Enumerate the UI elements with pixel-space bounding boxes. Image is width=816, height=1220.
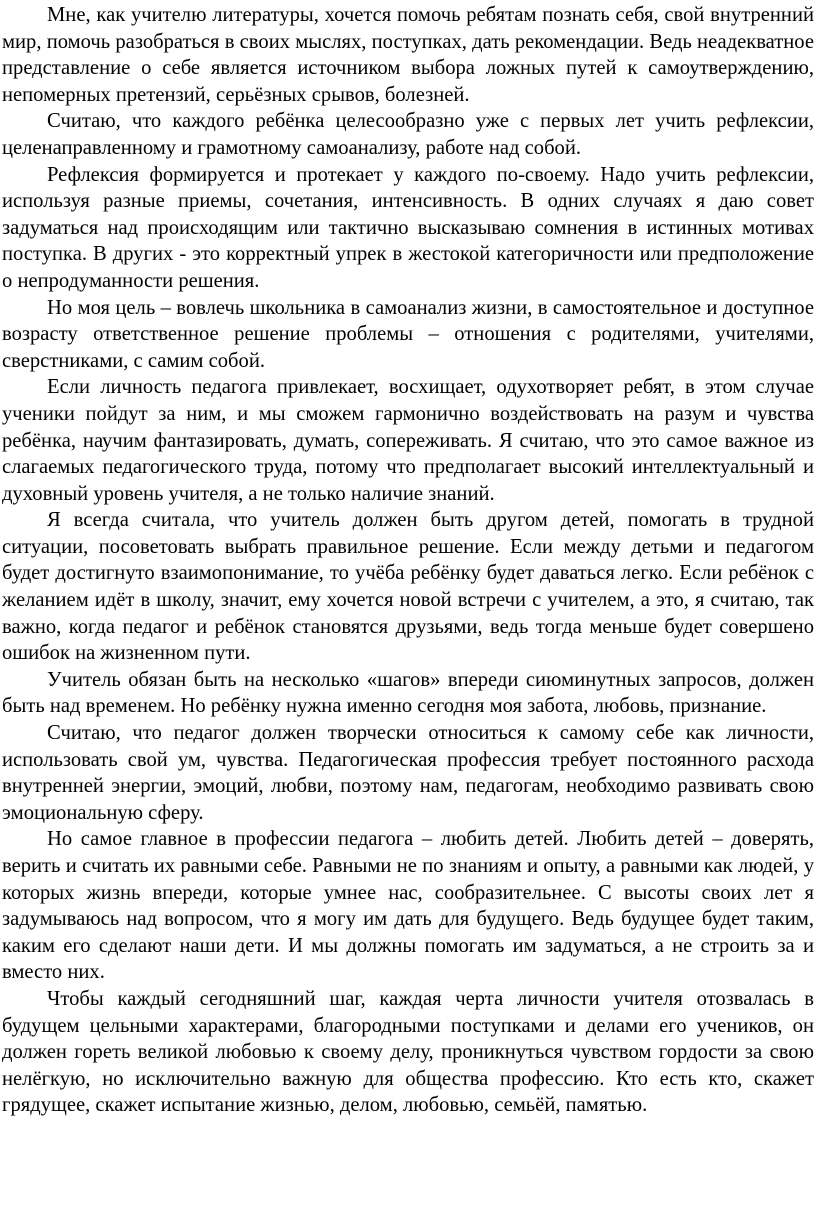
- document-page: [2, 2, 814, 1119]
- paragraph-5: Если личность педагога привлекает, восхищает, одухотворяет ребят, в этом случае ученики пойдут за ним, и мы сможем гармонично воздействовать на разум и чувства ребёнка, научим фантазировать, думать, сопереживать. Я считаю, что это самое важное из слагаемых педагогического труда, потому что предполагает высокий интеллектуальный и духовный уровень учителя, а не только наличие знаний.: [2, 376, 814, 505]
- paragraph-7: Учитель обязан быть на несколько «шагов» впереди сиюминутных запросов, должен быть над временем. Но ребёнку нужна именно сегодня моя забота, любовь, признание.: [2, 668, 814, 718]
- paragraph-6: Я всегда считала, что учитель должен быть другом детей, помогать в трудной ситуации, посоветовать выбрать правильное решение. Если между детьми и педагогом будет достигнуто взаимопонимание, то учёба ребёнку будет даваться легко. Если ребёнок с желанием идёт в школу, значит, ему хочется новой встречи с учителем, а это, я считаю, так важно, когда педагог и ребёнок становятся друзьями, ведь тогда меньше будет совершено ошибок на жизненном пути.: [2, 509, 814, 665]
- paragraph-10: Чтобы каждый сегодняшний шаг, каждая черта личности учителя отозвалась в будущем цельными характерами, благородными поступками и делами его учеников, он должен гореть великой любовью к своему делу, проникнуться чувством гордости за свою нелёгкую, но исключительно важную для общества профессию. Кто есть кто, скажет грядущее, скажет испытание жизнью, делом, любовью, семьёй, памятью.: [2, 987, 814, 1117]
- paragraph-2: Считаю, что каждого ребёнка целесообразно уже с первых лет учить рефлексии, целенаправленному и грамотному самоанализу, работе над собой.: [2, 110, 814, 159]
- paragraph-3: Рефлексия формируется и протекает у каждого по-своему. Надо учить рефлексии, используя разные приемы, сочетания, интенсивность. В одних случаях я даю совет задуматься над происходящим или тактично высказываю сомнения в истинных мотивах поступка. В других - это корректный упрек в жестокой категоричности или предположение о непродуманности решения.: [2, 163, 814, 292]
- paragraph-1: Мне, как учителю литературы, хочется помочь ребятам познать себя, свой внутренний мир, помочь разобраться в своих мыслях, поступках, дать рекомендации. Ведь неадекватное представление о себе является источником выбора ложных путей к самоутверждению, непомерных претензий, серьёзных срывов, болезней.: [2, 4, 814, 106]
- paragraph-9: Но самое главное в профессии педагога – любить детей. Любить детей – доверять, верить и считать их равными себе. Равными не по знаниям и опыту, а равными как людей, у которых жизнь впереди, которые умнее нас, сообразительнее. С высоты своих лет я задумываюсь над вопросом, что я могу им дать для будущего. Ведь будущее будет таким, каким его сделают наши дети. И мы должны помогать им задуматься, а не строить за и вместо них.: [2, 828, 814, 984]
- paragraph-8: Считаю, что педагог должен творчески относиться к самому себе как личности, использовать свой ум, чувства. Педагогическая профессия требует постоянного расхода внутренней энергии, эмоций, любви, поэтому нам, педагогам, необходимо развивать свою эмоциональную сферу.: [2, 722, 814, 824]
- paragraph-4: Но моя цель – вовлечь школьника в самоанализ жизни, в самостоятельное и доступное возрасту ответственное решение проблемы – отношения с родителями, учителями, сверстниками, с самим собой.: [2, 296, 814, 372]
